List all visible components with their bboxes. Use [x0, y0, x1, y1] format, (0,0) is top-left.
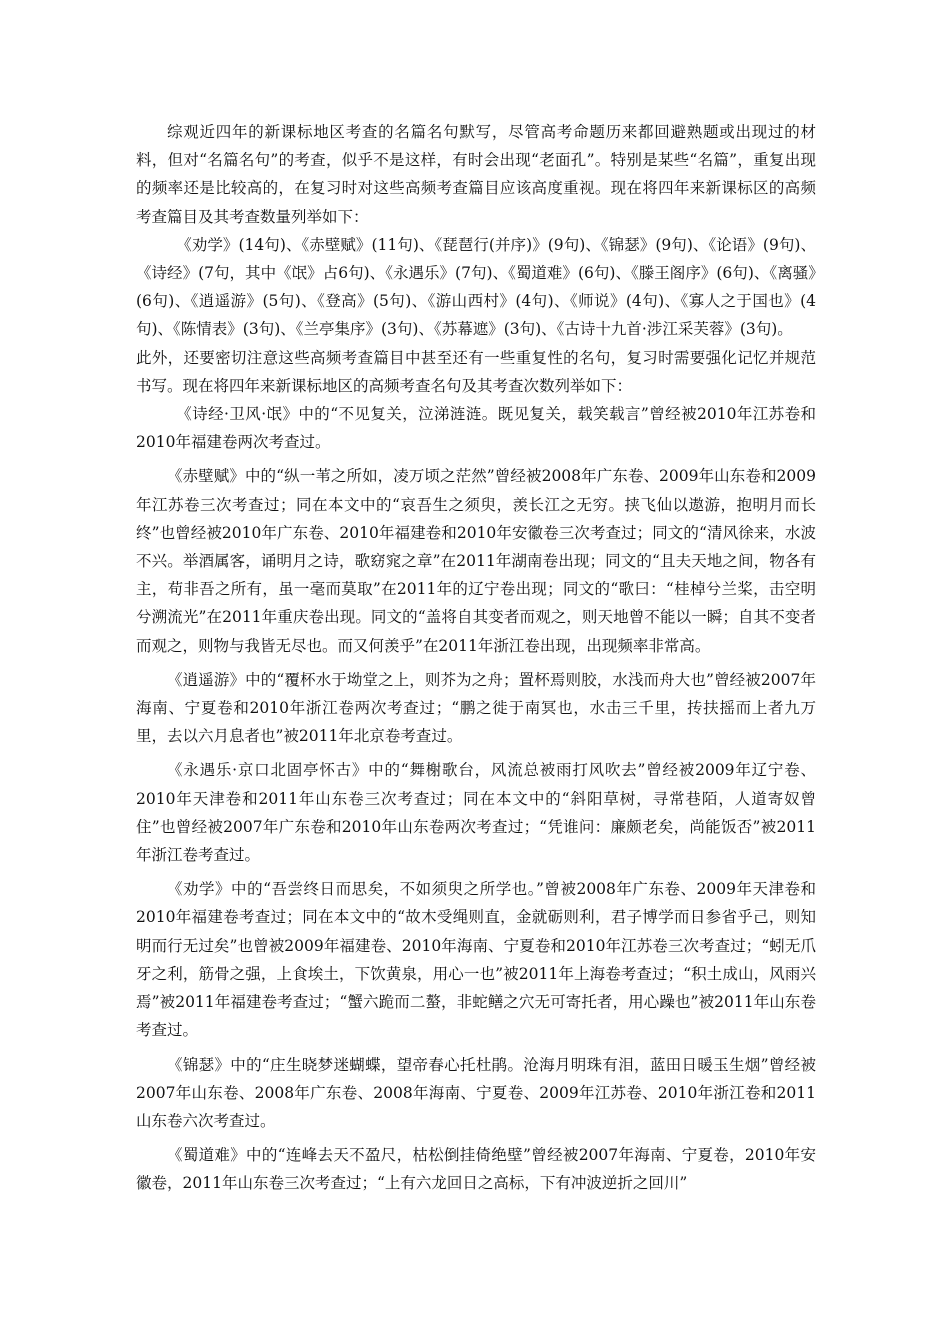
- paragraph-quanxue: 《劝学》中的“吾尝终日而思矣，不如须臾之所学也。”曾被2008年广东卷、2009年天津卷和2010年福建卷考查过；同在本文中的“故木受绳则直，金就砺则利，君子博学而日参省乎己，则知明而行无过矣”也曾被2009年福建卷、2010年海南、宁夏卷和2010年江苏卷三次考查过；“蚓无爪牙之利，筋骨之强，上食埃土，下饮黄泉，用心一也”被2011年上海卷考查过；“积土成山，风雨兴焉”被2011年福建卷考查过；“蟹六跪而二螯，非蛇鳝之穴无可寄托者，用心躁也”被2011年山东卷考查过。: [136, 880, 816, 1040]
- paragraph-jinse: 《锦瑟》中的“庄生晓梦迷蝴蝶，望帝春心托杜鹃。沧海月明珠有泪，蓝田日暖玉生烟”曾经被2007年山东卷、2008年广东卷、2008年海南、宁夏卷、2009年江苏卷、2010年浙江卷和2011山东卷六次考查过。: [136, 1055, 816, 1130]
- paragraph-shudaonan: 《蜀道难》中的“连峰去天不盈尺，枯松倒挂倚绝壁”曾经被2007年海南、宁夏卷，2010年安徽卷，2011年山东卷三次考查过；“上有六龙回日之高标，下有冲波逆折之回川”: [136, 1146, 816, 1193]
- paragraph-xiaoyaoyou: 《逍遥游》中的“覆杯水于坳堂之上，则芥为之舟；置杯焉则胶，水浅而舟大也”曾经被2007年海南、宁夏卷和2010年浙江卷两次考查过；“鹏之徙于南冥也，水击三千里，抟扶摇而上者九万里，去以六月息者也”被2011年北京卷考查过。: [136, 670, 816, 746]
- paragraph-chibifu: 《赤壁赋》中的“纵一苇之所如，凌万顷之茫然”曾经被2008年广东卷、2009年山东卷和2009年江苏卷三次考查过；同在本文中的“哀吾生之须臾，羡长江之无穷。挟飞仙以遨游，抱明月而长终”也曾经被2010年广东卷、2010年福建卷和2010年安徽卷三次考查过；同文的“清风徐来，水波不兴。举酒属客，诵明月之诗，歌窈窕之章”在2011年湖南卷出现；同文的“且夫天地之间，物各有主，苟非吾之所有，虽一毫而莫取”在2011年的辽宁卷出现；同文的“歌曰：“桂棹兮兰桨，击空明兮溯流光”在2011年重庆卷出现。同文的“盖将自其变者而观之，则天地曾不能以一瞬；自其不变者而观之，则物与我皆无尽也。而又何羡乎”在2011年浙江卷出现，出现频率非常高。: [136, 467, 816, 655]
- paragraph-frequent-lines-intro: 此外，还要密切注意这些高频考查篇目中甚至还有一些重复性的名句，复习时需要强化记忆并规范书写。现在将四年来新课标地区的高频考查名句及其考查次数列举如下：: [136, 348, 816, 395]
- paragraph-shijing: 《诗经·卫风·氓》中的“不见复关，泣涕涟涟。既见复关，载笑载言”曾经被2010年江苏卷和2010年福建卷两次考查过。: [136, 405, 816, 452]
- paragraph-intro: 综观近四年的新课标地区考查的名篇名句默写，尽管高考命题历来都回避熟题或出现过的材料，但对“名篇名句”的考查，似乎不是这样，有时会出现“老面孔”。特别是某些“名篇”，重复出现的频率还是比较高的，在复习时对这些高频考查篇目应该高度重视。现在将四年来新课标区的高频考查篇目及其考查数量列举如下：: [136, 123, 816, 226]
- document-body: [136, 118, 816, 1198]
- paragraph-yongyule: 《永遇乐·京口北固亭怀古》中的“舞榭歌台，风流总被雨打风吹去”曾经被2009年辽宁卷、2010年天津卷和2011年山东卷三次考查过；同在本文中的“斜阳草树，寻常巷陌，人道寄奴曾住”也曾经被2007年广东卷和2010年山东卷两次考查过；“凭谁问：廉颇老矣，尚能饭否”被2011年浙江卷考查过。: [136, 761, 816, 865]
- paragraph-frequent-works: 《劝学》(14句)、《赤壁赋》(11句)、《琵琶行(并序)》(9句)、《锦瑟》(9句)、《论语》(9句)、《诗经》(7句，其中《氓》占6句)、《永遇乐》(7句)、《蜀道难》(6句)、《滕王阁序》(6句)、《离骚》(6句)、《逍遥游》(5句)、《登高》(5句)、《游山西村》(4句)、《师说》(4句)、《寡人之于国也》(4句)、《陈情表》(3句)、《兰亭集序》(3句)、《苏幕遮》(3句)、《古诗十九首·涉江采芙蓉》(3句)。: [136, 235, 816, 339]
